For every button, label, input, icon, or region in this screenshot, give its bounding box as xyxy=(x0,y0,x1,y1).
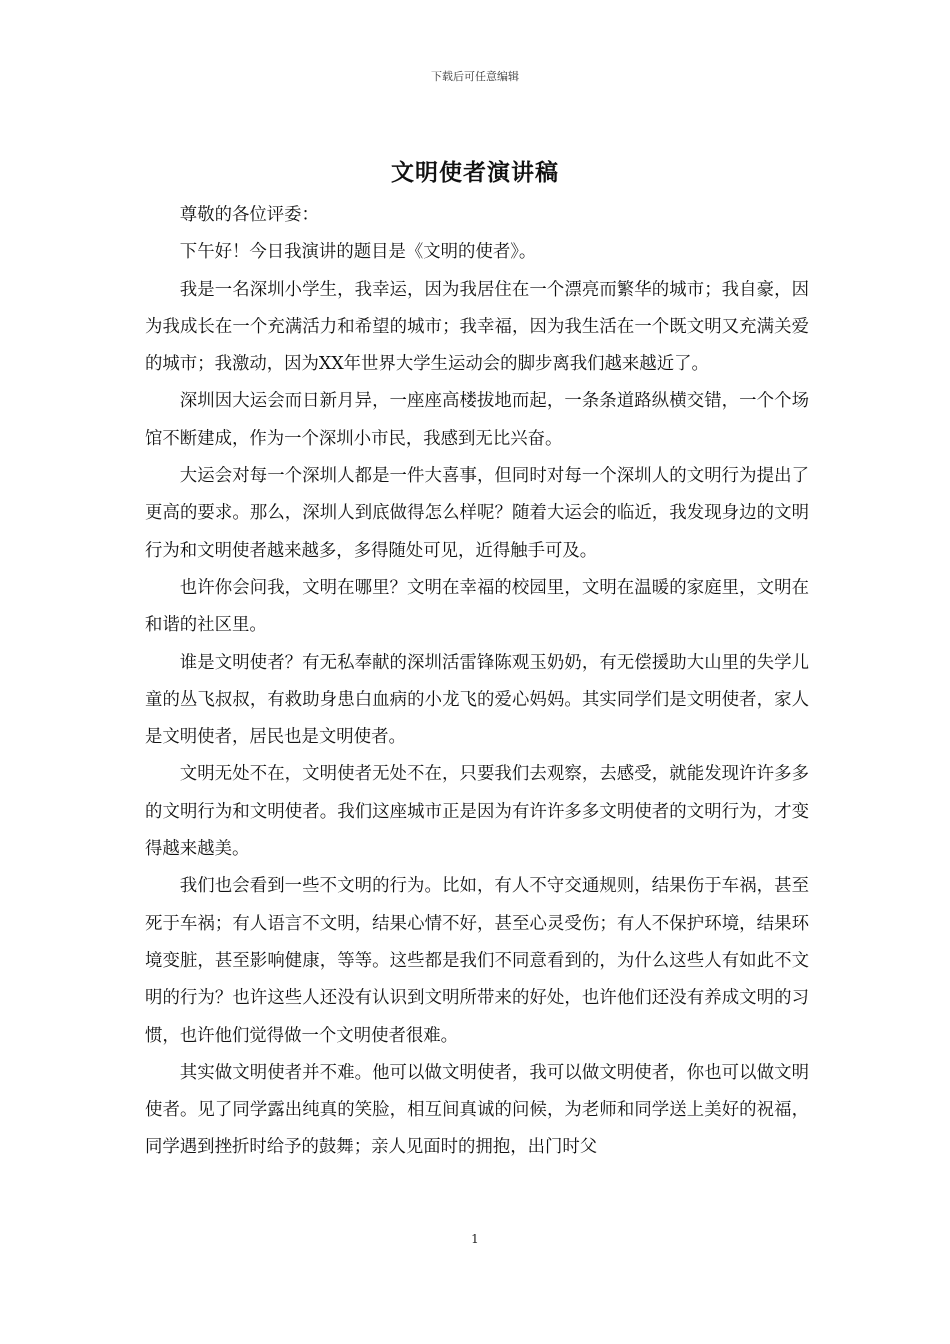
document-body xyxy=(145,197,809,1167)
salutation-paragraph: 尊敬的各位评委： xyxy=(179,205,319,225)
page-number: 1 xyxy=(471,1232,479,1246)
body-paragraph: 深圳因大运会而日新月异，一座座高楼拔地而起，一条条道路纵横交错，一个个场馆不断建成，作为一个深圳小市民，我感到无比兴奋。 xyxy=(145,391,809,449)
document-title: 文明使者演讲稿 xyxy=(391,159,559,186)
body-paragraph: 其实做文明使者并不难。他可以做文明使者，我可以做文明使者，你也可以做文明使者。见了同学露出纯真的笑脸，相互间真诚的问候，为老师和同学送上美好的祝福，同学遇到挫折时给予的鼓舞；亲人见面时的拥抱，出门时父 xyxy=(145,1062,809,1158)
greeting-paragraph: 下午好！今日我演讲的题目是《文明的使者》。 xyxy=(179,242,537,263)
body-paragraph: 也许你会问我，文明在哪里？文明在幸福的校园里，文明在温暖的家庭里，文明在和谐的社区里。 xyxy=(145,577,809,636)
body-paragraph: 我是一名深圳小学生，我幸运，因为我居住在一个漂亮而繁华的城市；我自豪，因为我成长在一个充满活力和希望的城市；我幸福，因为我生活在一个既文明又充满关爱的城市；我激动，因为XX年世界大学生运动会的脚步离我们越来越近了。 xyxy=(145,279,809,375)
header-note: 下载后可任意编辑 xyxy=(431,70,519,83)
body-paragraph: 我们也会看到一些不文明的行为。比如，有人不守交通规则，结果伤于车祸，甚至死于车祸；有人语言不文明，结果心情不好，甚至心灵受伤；有人不保护环境，结果环境变脏，甚至影响健康，等等。这些都是我们不同意看到的，为什么这些人有如此不文明的行为？也许这些人还没有认识到文明所带来的好处，也许他们还没有养成文明的习惯，也许他们觉得做一个文明使者很难。 xyxy=(145,876,809,1046)
body-paragraph: 谁是文明使者？有无私奉献的深圳活雷锋陈观玉奶奶，有无偿援助大山里的失学儿童的丛飞叔叔，有救助身患白血病的小龙飞的爱心妈妈。其实同学们是文明使者，家人是文明使者，居民也是文明使者。 xyxy=(145,652,809,748)
body-paragraph: 文明无处不在，文明使者无处不在，只要我们去观察，去感受，就能发现许许多多的文明行为和文明使者。我们这座城市正是因为有许许多多文明使者的文明行为，才变得越来越美。 xyxy=(145,764,809,860)
body-paragraph: 大运会对每一个深圳人都是一件大喜事，但同时对每一个深圳人的文明行为提出了更高的要求。那么，深圳人到底做得怎么样呢？随着大运会的临近，我发现身边的文明行为和文明使者越来越多，多得随处可见，近得触手可及。 xyxy=(145,466,809,561)
